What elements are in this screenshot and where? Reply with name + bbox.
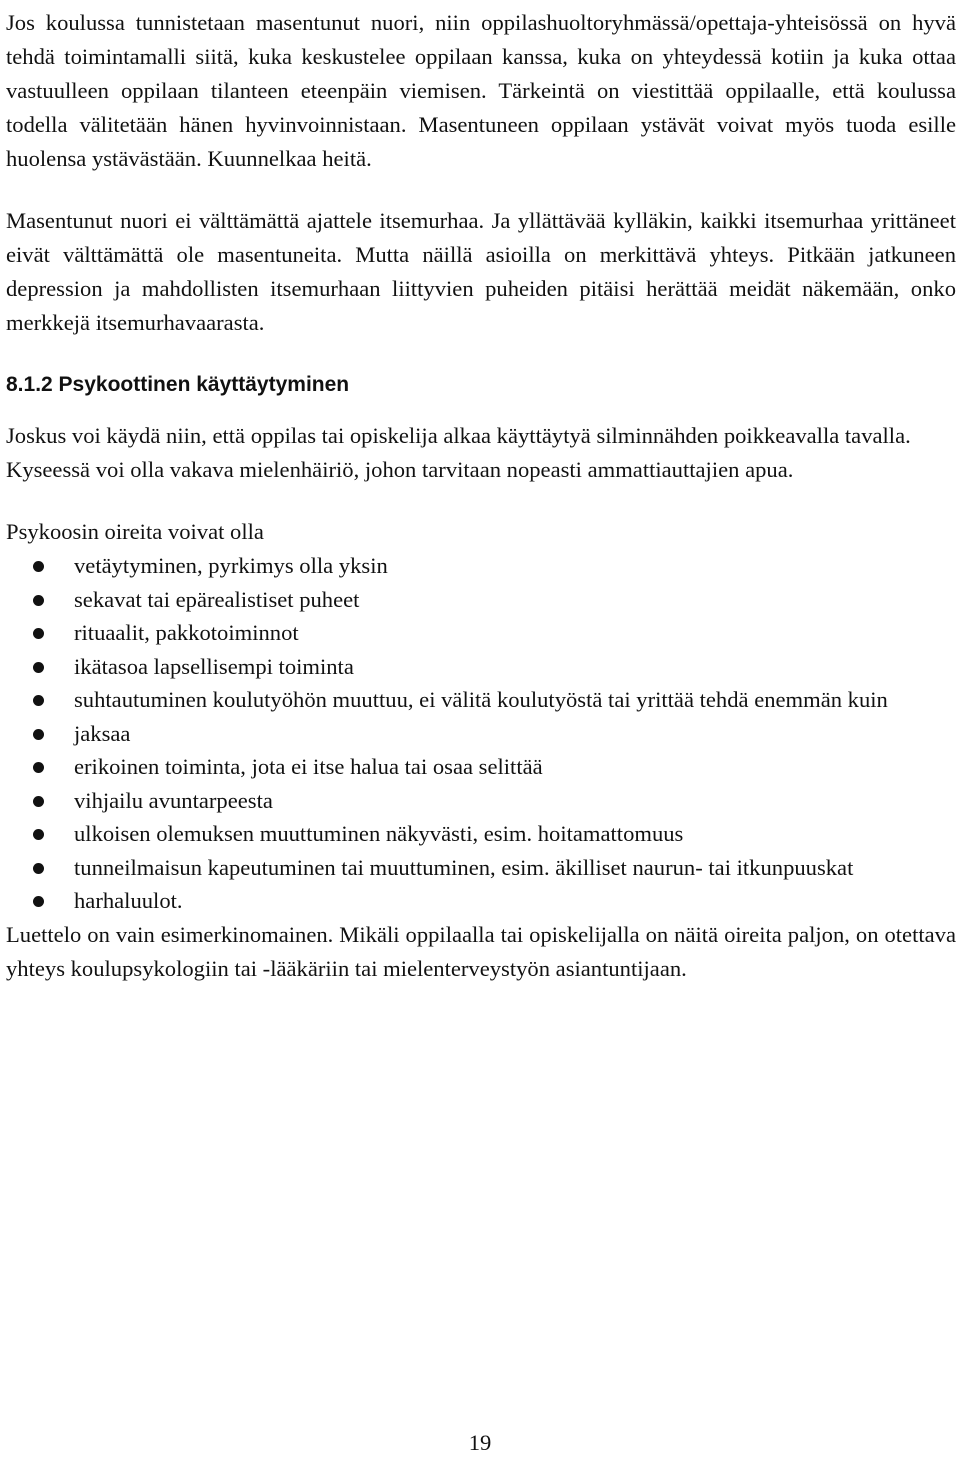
bullet-icon <box>33 561 44 572</box>
symptom-list <box>6 549 956 918</box>
page-number: 19 <box>468 1430 492 1455</box>
list-item: ikätasoa lapsellisempi toiminta <box>6 650 956 684</box>
bullet-icon <box>33 796 44 807</box>
bullet-icon <box>33 729 44 740</box>
bullet-icon <box>33 896 44 907</box>
bullet-icon <box>33 863 44 874</box>
list-item: suhtautuminen koulutyöhön muuttuu, ei välitä koulutyöstä tai yrittää tehdä enemmän kuin <box>6 683 956 717</box>
bullet-icon <box>33 829 44 840</box>
paragraph-abnormal-behaviour: Joskus voi käydä niin, että oppilas tai opiskelija alkaa käyttäytyä silminnähden poikkeavalla tavalla. <box>6 423 911 448</box>
paragraph-suicide-risk: Masentunut nuori ei välttämättä ajattele itsemurhaa. Ja yllättävää kylläkin, kaikki itsemurhaa yrittäneet eivät välttämättä ole masentuneita. Mutta näillä asioilla on merkittävä yhteys. Pitkään jatkuneen depression ja mahdollisten itsemurhaan liittyvien puheiden pitäisi herättää meidät näkemään, onko merkkejä itsemurhavaarasta. <box>6 208 956 335</box>
bullet-icon <box>33 628 44 639</box>
list-item: tunneilmaisun kapeutuminen tai muuttuminen, esim. äkilliset naurun- tai itkunpuuskat <box>6 851 956 885</box>
list-item: jaksaa <box>6 717 956 751</box>
paragraph-school-action-model: Jos koulussa tunnistetaan masentunut nuori, niin oppilashuoltoryhmässä/opettaja-yhteisössä on hyvä tehdä toimintamalli siitä, kuka keskustelee oppilaan kanssa, kuka on yhteydessä kotiin ja kuka ottaa vastuulleen oppilaan tilanteen eteenpäin viemisen. Tärkeintä on viestittää oppilaalle, että koulussa todella välitetään hänen hyvinvoinnistaan. Masentuneen oppilaan ystävät voivat myös tuoda esille huolensa ystävästään. Kuunnelkaa heitä. <box>6 10 956 171</box>
list-item: ulkoisen olemuksen muuttuminen näkyvästi, esim. hoitamattomuus <box>6 817 956 851</box>
paragraph-professional-help: Kyseessä voi olla vakava mielenhäiriö, johon tarvitaan nopeasti ammattiauttajien apua. <box>6 457 794 482</box>
list-item: vetäytyminen, pyrkimys olla yksin <box>6 549 956 583</box>
list-item: vihjailu avuntarpeesta <box>6 784 956 818</box>
bullet-icon <box>33 762 44 773</box>
paragraph-closing: Luettelo on vain esimerkinomainen. Mikäli oppilaalla tai opiskelijalla on näitä oireita paljon, on otettava yhteys koulupsykologiin tai -lääkäriin tai mielenterveystyön asiantuntijaan. <box>6 921 956 981</box>
bullet-icon <box>33 662 44 673</box>
bullet-icon <box>33 695 44 706</box>
section-heading: 8.1.2 Psykoottinen käyttäytyminen <box>6 373 350 396</box>
list-item: harhaluulot. <box>6 884 956 918</box>
document-page <box>6 6 956 986</box>
list-item: sekavat tai epärealistiset puheet <box>6 583 956 617</box>
list-item: erikoinen toiminta, jota ei itse halua tai osaa selittää <box>6 750 956 784</box>
list-intro: Psykoosin oireita voivat olla <box>6 519 264 544</box>
list-item: rituaalit, pakkotoiminnot <box>6 616 956 650</box>
bullet-icon <box>33 595 44 606</box>
